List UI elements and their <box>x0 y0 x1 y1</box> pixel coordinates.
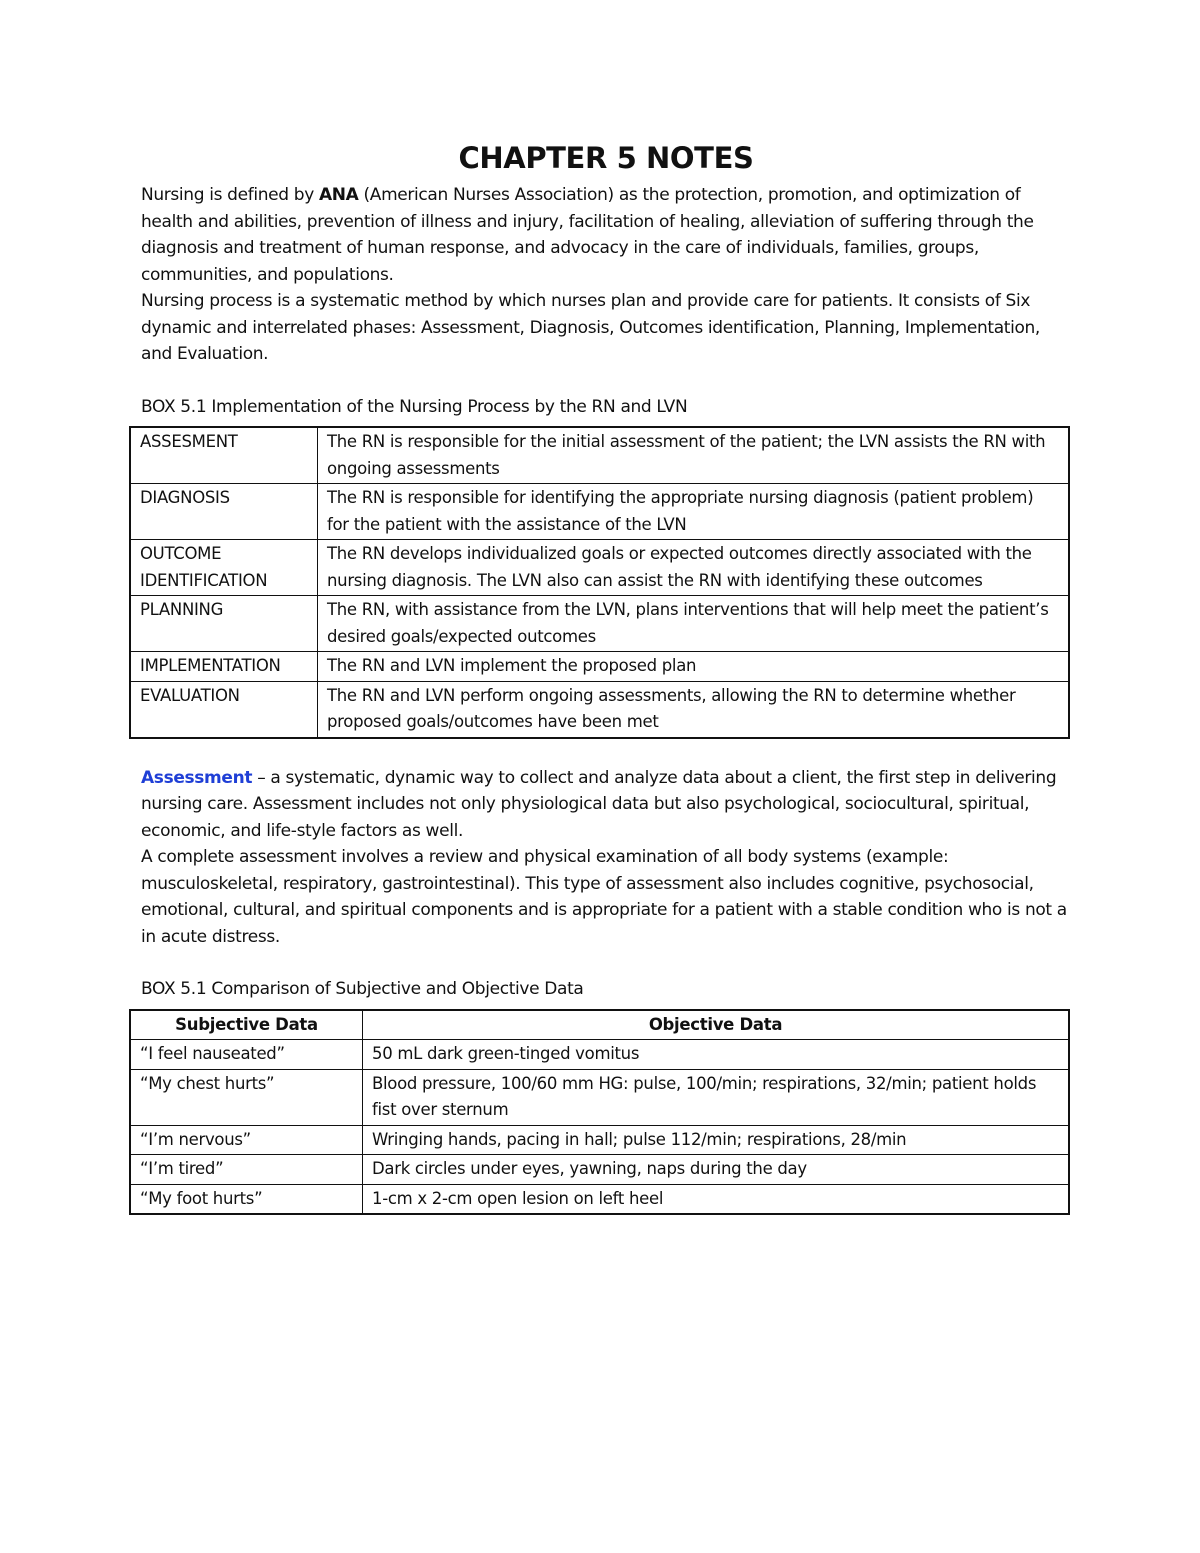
nursing-process-table <box>129 426 1070 739</box>
table-row <box>130 681 1069 738</box>
phase-label: ASSESMENT <box>130 427 318 484</box>
objective-cell: Wringing hands, pacing in hall; pulse 112/min; respirations, 28/min <box>363 1125 1070 1155</box>
table-row <box>130 540 1069 596</box>
table-header-row <box>130 1010 1069 1040</box>
spacer <box>141 368 1071 394</box>
phase-label: EVALUATION <box>130 681 318 738</box>
column-header-subjective: Subjective Data <box>130 1010 363 1040</box>
objective-cell: Blood pressure, 100/60 mm HG: pulse, 100/min; respirations, 32/min; patient holds fist over sternum <box>363 1069 1070 1125</box>
phase-description: The RN, with assistance from the LVN, plans interventions that will help meet the patient’s desired goals/expected outcomes <box>318 596 1070 652</box>
assessment-term: Assessment <box>141 767 253 788</box>
objective-cell: 50 mL dark green-tinged vomitus <box>363 1040 1070 1070</box>
subjective-objective-table <box>129 1009 1070 1216</box>
subjective-cell: “I feel nauseated” <box>130 1040 363 1070</box>
ana-term: ANA <box>318 185 359 205</box>
column-header-objective: Objective Data <box>363 1010 1070 1040</box>
phase-label: DIAGNOSIS <box>130 484 318 540</box>
intro-paragraph-ana: Nursing is defined by ANA (American Nurses Association) as the protection, promotion, and optimization of health and abilities, prevention of illness and injury, facilitation of healing, alleviation of suffering through the diagnosis and treatment of human response, and advocacy in the care of individuals, families, groups, communities, and populations. <box>141 185 1034 285</box>
phase-description: The RN is responsible for the initial assessment of the patient; the LVN assists the RN with ongoing assessments <box>318 427 1070 484</box>
table-row <box>130 1040 1069 1070</box>
table-row <box>130 1125 1069 1155</box>
objective-cell: Dark circles under eyes, yawning, naps during the day <box>363 1155 1070 1185</box>
box1-title: BOX 5.1 Implementation of the Nursing Process by the RN and LVN <box>141 396 688 417</box>
assessment-paragraph: Assessment – a systematic, dynamic way to collect and analyze data about a client, the first step in delivering nursing care. Assessment includes not only physiological data but also psychological, sociocultural, spiritual, economic, and life-style factors as well. <box>141 767 1057 841</box>
spacer <box>141 739 1071 765</box>
box2-title: BOX 5.1 Comparison of Subjective and Objective Data <box>141 979 584 999</box>
table-row <box>130 1184 1069 1214</box>
subjective-cell: “My foot hurts” <box>130 1184 363 1214</box>
phase-description: The RN develops individualized goals or expected outcomes directly associated with the nursing diagnosis. The LVN also can assist the RN with identifying these outcomes <box>318 540 1070 596</box>
subjective-cell: “I’m nervous” <box>130 1125 363 1155</box>
objective-cell: 1-cm x 2-cm open lesion on left heel <box>363 1184 1070 1214</box>
page-title: CHAPTER 5 NOTES <box>458 141 754 175</box>
complete-assessment-paragraph: A complete assessment involves a review and physical examination of all body systems (example: musculoskeletal, respiratory, gastrointestinal). This type of assessment also includes cognitive, psychosocial, emotional, cultural, and spiritual components and is appropriate for a patient with a stable condition who is not a in acute distress. <box>141 847 1067 947</box>
phase-description: The RN and LVN implement the proposed plan <box>318 652 1070 682</box>
table-row <box>130 596 1069 652</box>
phase-label: OUTCOME IDENTIFICATION <box>130 540 318 596</box>
phase-description: The RN is responsible for identifying the appropriate nursing diagnosis (patient problem) for the patient with the assistance of the LVN <box>318 484 1070 540</box>
document-content <box>141 140 1071 1215</box>
subjective-cell: “My chest hurts” <box>130 1069 363 1125</box>
table-row <box>130 1069 1069 1125</box>
intro-paragraph-nursing-process: Nursing process is a systematic method by which nurses plan and provide care for patients. It consists of Six dynamic and interrelated phases: Assessment, Diagnosis, Outcomes identification, Planning, Implementation, and Evaluation. <box>141 291 1040 364</box>
subjective-cell: “I’m tired” <box>130 1155 363 1185</box>
table-row <box>130 1155 1069 1185</box>
phase-label: IMPLEMENTATION <box>130 652 318 682</box>
table-row <box>130 652 1069 682</box>
spacer <box>141 950 1071 976</box>
phase-label: PLANNING <box>130 596 318 652</box>
phase-description: The RN and LVN perform ongoing assessments, allowing the RN to determine whether proposed goals/outcomes have been met <box>318 681 1070 738</box>
table-row <box>130 484 1069 540</box>
table-row <box>130 427 1069 484</box>
